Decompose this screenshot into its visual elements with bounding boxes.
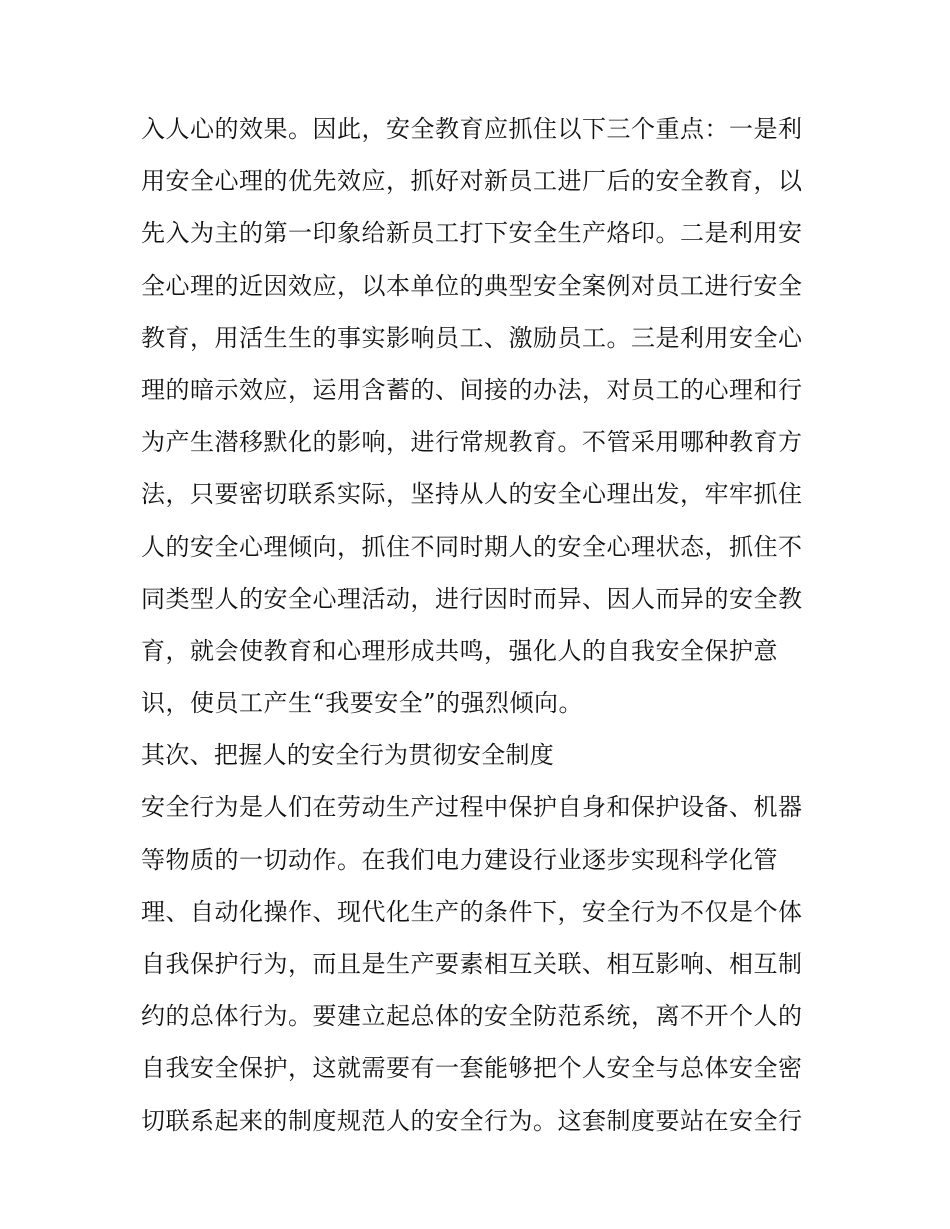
text-line: 理的暗示效应，运用含蓄的、间接的办法，对员工的心理和行 [141, 375, 803, 404]
text-line: 为产生潜移默化的影响，进行常规教育。不管采用哪种教育方 [141, 428, 803, 457]
text-line: 入人心的效果。因此，安全教育应抓住以下三个重点：一是利 [141, 115, 803, 143]
text-line: 人的安全心理倾向，抓住不同时期人的安全心理状态，抓住不 [141, 532, 803, 561]
text-line: 自我保护行为，而且是生产要素相互关联、相互影响、相互制 [141, 950, 803, 978]
text-line: 法，只要密切联系实际，坚持从人的安全心理出发，牢牢抓住 [141, 480, 803, 509]
text-line: 识，使员工产生“我要安全”的强烈倾向。 [141, 689, 584, 718]
text-line: 切联系起来的制度规范人的安全行为。这套制度要站在安全行 [141, 1106, 803, 1135]
text-line: 同类型人的安全心理活动，进行因时而异、因人而异的安全教 [141, 584, 803, 613]
text-line: 用安全心理的优先效应，抓好对新员工进厂后的安全教育，以 [141, 167, 803, 196]
text-line: 等物质的一切动作。在我们电力建设行业逐步实现科学化管 [141, 845, 778, 874]
text-line: 教育，用活生生的事实影响员工、激励员工。三是利用安全心 [141, 323, 803, 352]
text-line: 理、自动化操作、现代化生产的条件下，安全行为不仅是个体 [141, 897, 803, 926]
text-line: 先入为主的第一印象给新员工打下安全生产烙印。二是利用安 [141, 219, 803, 248]
section-heading: 其次、把握人的安全行为贯彻安全制度 [141, 741, 555, 770]
text-line: 育，就会使教育和心理形成共鸣，强化人的自我安全保护意 [141, 636, 778, 665]
text-line: 自我安全保护，这就需要有一套能够把个人安全与总体安全密 [141, 1054, 803, 1083]
text-line: 安全行为是人们在劳动生产过程中保护自身和保护设备、机器 [141, 793, 803, 822]
text-line: 约的总体行为。要建立起总体的安全防范系统，离不开个人的 [141, 1002, 803, 1031]
text-line: 全心理的近因效应，以本单位的典型安全案例对员工进行安全 [141, 271, 803, 300]
body-text [141, 108, 821, 1152]
